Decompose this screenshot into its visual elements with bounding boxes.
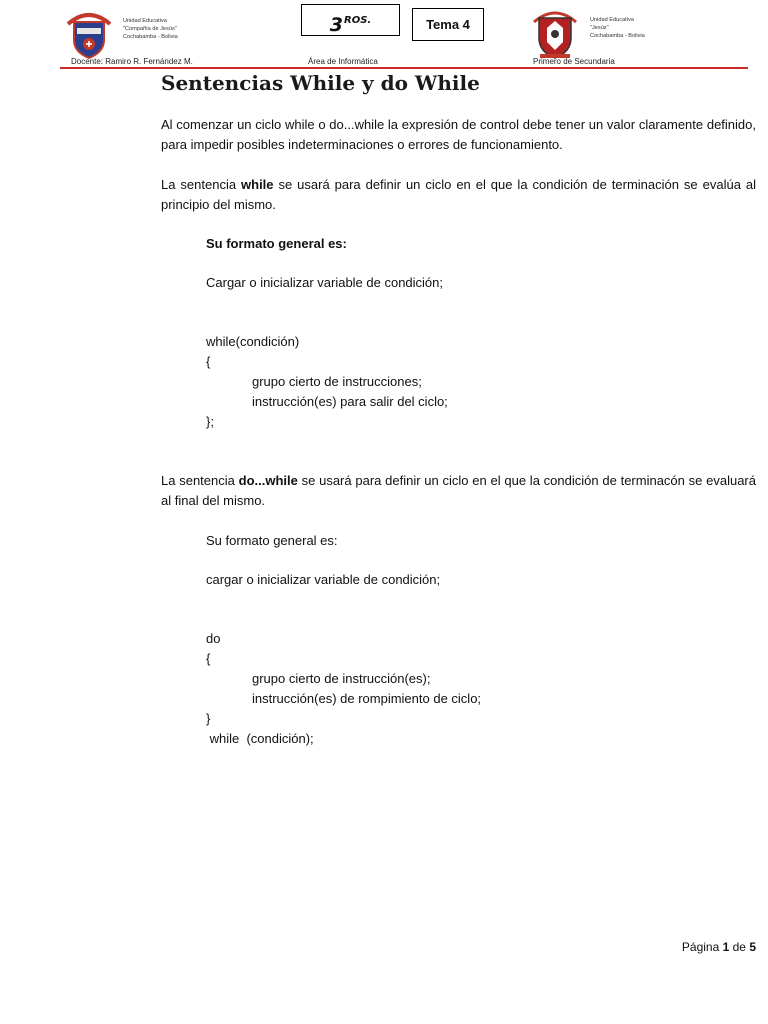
school-crest-right: [530, 6, 580, 60]
while-code-line: instrucción(es) para salir del ciclo;: [252, 394, 448, 409]
school-right-line3: Cochabamba - Bolivia: [590, 33, 645, 39]
dowhile-rest: se usará para definir un ciclo en el que la condición de terminacón se evaluará al final del mismo.: [161, 473, 756, 508]
while-init: Cargar o inicializar variable de condición;: [206, 275, 444, 290]
school-crest-left: [62, 6, 116, 60]
dowhile-code-line: {: [206, 651, 211, 666]
total-pages: 5: [749, 940, 756, 954]
dowhile-code-line: instrucción(es) de rompimiento de ciclo;: [252, 691, 482, 706]
school-right-line1: Unidad Educativa: [590, 17, 634, 23]
while-keyword: while: [241, 177, 274, 192]
topic-box: Tema 4: [412, 8, 484, 41]
while-code-line: grupo cierto de instrucciones;: [252, 374, 422, 389]
dowhile-code-line: grupo cierto de instrucción(es);: [252, 671, 431, 686]
grade-level: Primero de Secundaria: [533, 57, 615, 66]
page-title: Sentencias While y do While: [161, 71, 480, 95]
school-right-line2: "Jesús": [590, 25, 609, 31]
dowhile-code-line: }: [206, 711, 211, 726]
subject-area: Área de Informática: [308, 57, 378, 66]
grade-box: [301, 4, 400, 36]
while-rest: se usará para definir un ciclo en el que la condición de terminación se evalúa al principio del mismo.: [161, 177, 756, 212]
grade-number: 3: [329, 14, 344, 36]
header-divider: [60, 67, 748, 69]
page-number: [682, 940, 756, 954]
school-left-line2: "Compañía de Jesús": [123, 26, 177, 32]
while-code-line: };: [206, 414, 214, 429]
dowhile-lead: La sentencia: [161, 473, 239, 488]
dowhile-code-line: do: [206, 631, 221, 646]
grade-suffix: ROS.: [344, 15, 372, 26]
school-left-line3: Cochabamba - Bolivia: [123, 34, 178, 40]
dowhile-code-line: while (condición);: [206, 731, 314, 746]
school-name-left: [123, 17, 178, 41]
while-description: [161, 175, 756, 215]
dowhile-description: [161, 471, 756, 511]
of-label: de: [729, 940, 750, 954]
while-lead: La sentencia: [161, 177, 242, 192]
while-format-label: Su formato general es:: [206, 236, 347, 251]
dowhile-init: cargar o inicializar variable de condición;: [206, 572, 441, 587]
page-label: Página: [681, 940, 723, 954]
intro-paragraph: Al comenzar un ciclo while o do...while la expresión de control debe tener un valor claramente definido, para impedir posibles indeterminaciones o errores de funcionamiento.: [161, 117, 756, 152]
current-page: 1: [722, 940, 730, 954]
school-name-right: [590, 16, 645, 40]
while-code-line: {: [206, 354, 211, 369]
while-code-line: while(condición): [206, 334, 300, 349]
dowhile-format-label: Su formato general es:: [206, 533, 338, 548]
dowhile-keyword: do...while: [238, 473, 298, 488]
school-left-line1: Unidad Educativa: [123, 18, 167, 24]
teacher-name: Docente: Ramiro R. Fernández M.: [71, 57, 193, 66]
